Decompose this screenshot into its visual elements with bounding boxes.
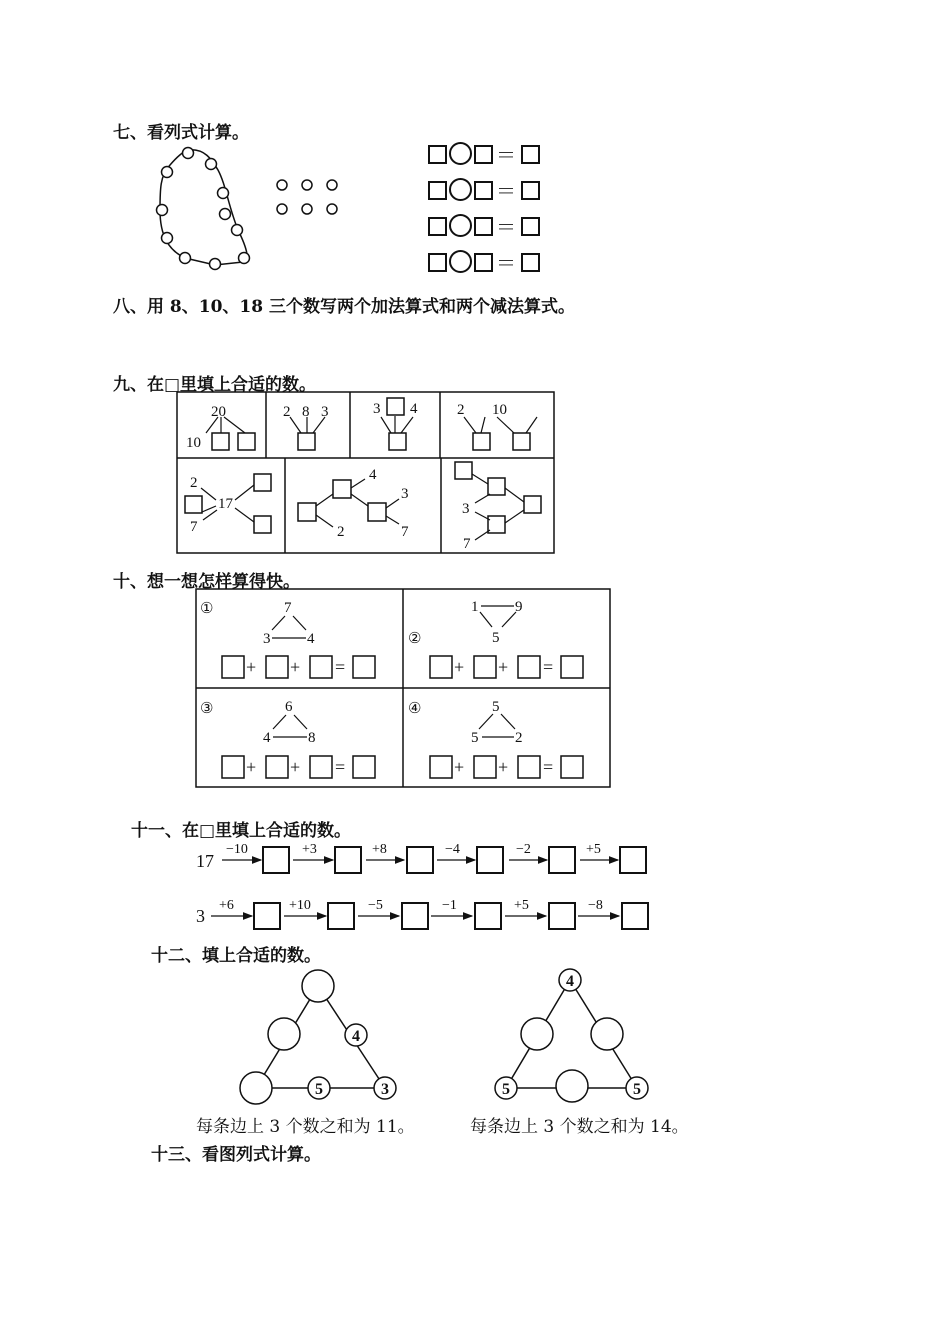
given-number: 4 [566, 973, 574, 990]
tree-number: 4 [410, 401, 418, 417]
panel-number: 9 [515, 599, 523, 615]
number-circle[interactable] [591, 1018, 623, 1050]
q13-heading: 十三、看图列式计算。 [151, 1145, 321, 1165]
given-number: 5 [315, 1081, 323, 1098]
tree-number: 4 [369, 467, 377, 483]
tree-number: 3 [401, 486, 409, 502]
panel-number: 2 [515, 730, 523, 746]
step-label: +8 [372, 842, 387, 857]
equals-sign: ＝ [496, 251, 516, 275]
plus-sign: + [498, 757, 509, 777]
equals-sign: = [543, 657, 554, 677]
number-circle[interactable] [302, 970, 334, 1002]
equals-sign: ＝ [496, 215, 516, 239]
tree-number: 7 [190, 519, 198, 535]
tree-number: 3 [321, 404, 329, 420]
given-number: 3 [381, 1081, 389, 1098]
plus-sign: + [498, 657, 509, 677]
triangle-caption: 每条边上 3 个数之和为 11。 [196, 1117, 415, 1137]
step-label: −8 [588, 898, 603, 913]
equals-sign: = [335, 757, 346, 777]
step-label: +3 [302, 842, 317, 857]
step-label: +10 [289, 898, 311, 913]
given-number: 4 [352, 1028, 360, 1045]
number-circle[interactable] [521, 1018, 553, 1050]
plus-sign: + [246, 657, 257, 677]
q8-heading: 八、用 8、10、18 三个数写两个加法算式和两个减法算式。 [113, 297, 575, 317]
step-label: −5 [368, 898, 383, 913]
number-circle[interactable] [240, 1072, 272, 1104]
equals-sign: ＝ [496, 179, 516, 203]
tree-number: 8 [302, 404, 310, 420]
equals-sign: = [543, 757, 554, 777]
tree-number: 2 [457, 402, 465, 418]
plus-sign: + [454, 657, 465, 677]
given-number: 5 [633, 1081, 641, 1098]
number-circle[interactable] [268, 1018, 300, 1050]
chain-start: 3 [196, 906, 205, 926]
panel-number: 1 [471, 599, 479, 615]
tree-number: 3 [373, 401, 381, 417]
step-label: +5 [586, 842, 601, 857]
tree-number: 7 [401, 524, 409, 540]
panel-number: 6 [285, 699, 293, 715]
tree-number: 20 [211, 404, 226, 420]
q12-heading: 十二、填上合适的数。 [151, 946, 321, 966]
panel-marker: ④ [408, 701, 422, 717]
tree-number: 2 [190, 475, 198, 491]
given-number: 5 [502, 1081, 510, 1098]
q11-heading: 十一、在□里填上合适的数。 [131, 821, 352, 841]
panel-marker: ② [408, 631, 422, 647]
panel-number: 5 [471, 730, 479, 746]
panel-number: 7 [284, 600, 292, 616]
panel-marker: ① [200, 601, 214, 617]
chain-start: 17 [196, 851, 214, 871]
step-label: +6 [219, 898, 234, 913]
tree-number: 10 [492, 402, 507, 418]
panel-number: 3 [263, 631, 271, 647]
plus-sign: + [246, 757, 257, 777]
plus-sign: + [290, 757, 301, 777]
step-label: −1 [442, 898, 457, 913]
tree-number: 2 [337, 524, 345, 540]
step-label: −4 [445, 842, 460, 857]
tree-number: 2 [283, 404, 291, 420]
tree-number: 7 [463, 536, 471, 552]
panel-number: 5 [492, 630, 500, 646]
plus-sign: + [454, 757, 465, 777]
q7-heading: 七、看列式计算。 [113, 123, 249, 143]
q10-heading: 十、想一想怎样算得快。 [113, 572, 300, 592]
q9-heading: 九、在□里填上合适的数。 [113, 375, 317, 395]
plus-sign: + [290, 657, 301, 677]
step-label: −2 [516, 842, 531, 857]
triangle-caption: 每条边上 3 个数之和为 14。 [470, 1117, 689, 1137]
tree-number: 10 [186, 435, 201, 451]
panel-marker: ③ [200, 701, 214, 717]
number-circle[interactable] [556, 1070, 588, 1102]
panel-number: 4 [307, 631, 315, 647]
step-label: +5 [514, 898, 529, 913]
panel-number: 4 [263, 730, 271, 746]
equals-sign: ＝ [496, 143, 516, 167]
panel-number: 5 [492, 699, 500, 715]
tree-number: 3 [462, 501, 470, 517]
step-label: −10 [226, 842, 248, 857]
tree-number: 17 [218, 496, 233, 512]
panel-number: 8 [308, 730, 316, 746]
equals-sign: = [335, 657, 346, 677]
